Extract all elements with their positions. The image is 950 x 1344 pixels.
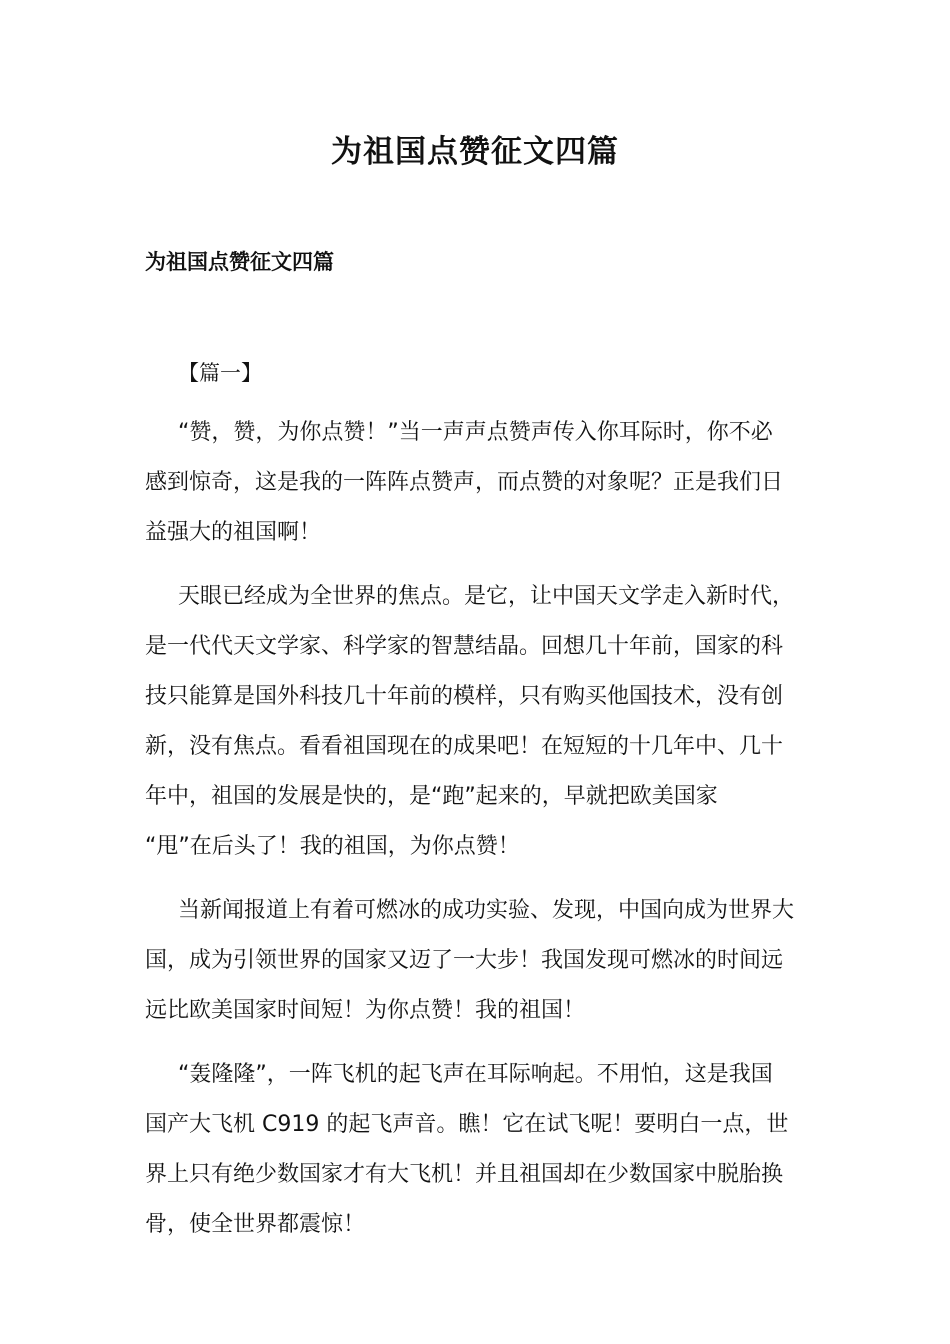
paragraph-line: “轰隆隆”，一阵飞机的起飞声在耳际响起。不用怕，这是我国: [178, 1062, 773, 1087]
document-title: 为祖国点赞征文四篇: [331, 134, 619, 170]
document-subtitle: 为祖国点赞征文四篇: [145, 250, 334, 274]
paragraph-line: “甩”在后头了！我的祖国，为你点赞！: [145, 834, 520, 859]
paragraph-line: 国产大飞机 C919 的起飞声音。瞧！它在试飞呢！要明白一点，世: [145, 1112, 789, 1137]
paragraph-line: 界上只有绝少数国家才有大飞机！并且祖国却在少数国家中脱胎换: [145, 1162, 784, 1187]
paragraph-line: “赞，赞，为你点赞！”当一声声点赞声传入你耳际时，你不必: [178, 420, 773, 445]
paragraph-line: 远比欧美国家时间短！为你点赞！我的祖国！: [145, 998, 586, 1023]
body-text: [145, 408, 810, 1264]
paragraph-line: 骨，使全世界都震惊！: [145, 1212, 366, 1237]
paragraph-line: 年中，祖国的发展是快的，是“跑”起来的，早就把欧美国家: [145, 784, 718, 809]
paragraph-3: [145, 886, 810, 1036]
paragraph-line: 技只能算是国外科技几十年前的模样，只有购买他国技术，没有创: [145, 684, 784, 709]
paragraph-line: 当新闻报道上有着可燃冰的成功实验、发现，中国向成为世界大: [178, 898, 795, 923]
paragraph-2: [145, 572, 810, 872]
paragraph-line: 新，没有焦点。看看祖国现在的成果吧！在短短的十几年中、几十: [145, 734, 784, 759]
paragraph-line: 是一代代天文学家、科学家的智慧结晶。回想几十年前，国家的科: [145, 634, 784, 659]
paragraph-line: 感到惊奇，这是我的一阵阵点赞声，而点赞的对象呢？正是我们日: [145, 470, 784, 495]
paragraph-line: 天眼已经成为全世界的焦点。是它，让中国天文学走入新时代，: [178, 584, 795, 609]
paragraph-line: 国，成为引领世界的国家又迈了一大步！我国发现可燃冰的时间远: [145, 948, 784, 973]
paragraph-1: [145, 408, 810, 558]
section-heading: 【篇一】: [178, 361, 262, 385]
paragraph-4: [145, 1050, 810, 1250]
paragraph-line: 益强大的祖国啊！: [145, 520, 322, 545]
